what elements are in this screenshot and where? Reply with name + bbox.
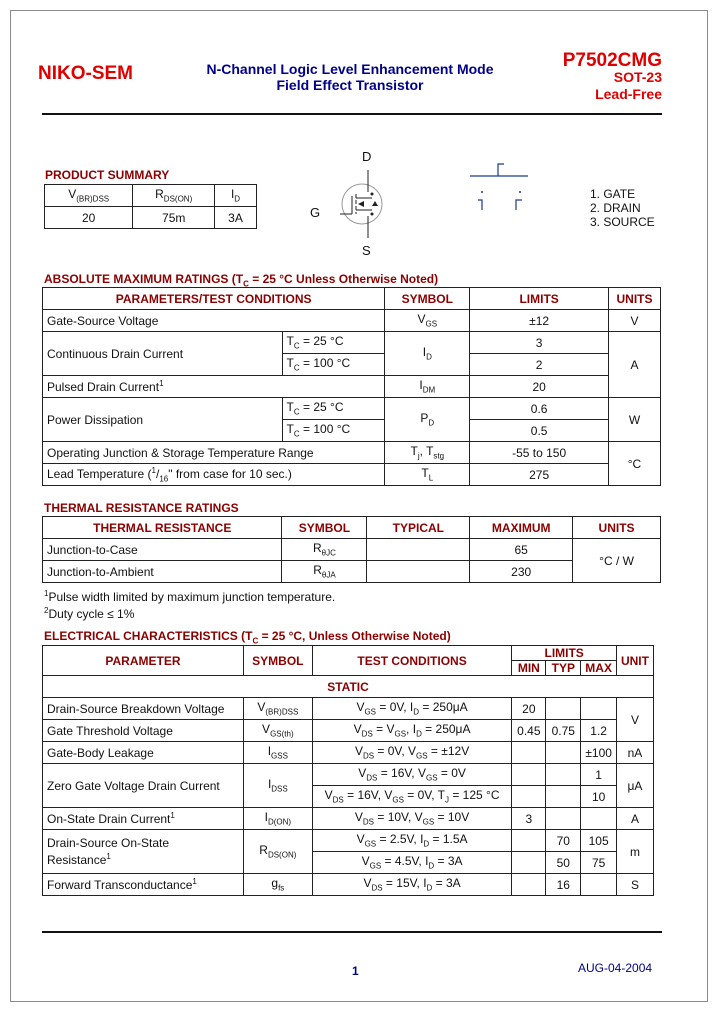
product-summary-title: PRODUCT SUMMARY <box>45 168 170 182</box>
footnote-ref: 1 <box>170 811 175 820</box>
elec-row-bvdss-min: 20 <box>512 698 546 720</box>
symbol-sub: GSS <box>271 751 288 761</box>
elec-row-idss-max2: 10 <box>581 786 617 808</box>
elec-row-idss-symbol <box>243 764 312 808</box>
elec-row-rds-unit: m <box>616 830 653 874</box>
mosfet-schematic-icon <box>332 168 392 240</box>
elec-row-igss-min <box>512 742 546 764</box>
cond-main: T <box>286 422 294 437</box>
title-line-2: Field Effect Transistor <box>276 77 424 93</box>
tr: = 4.5V, I <box>381 854 429 869</box>
elec-title-text: ELECTRICAL CHARACTERISTICS (T <box>44 629 253 643</box>
document-title <box>170 61 530 93</box>
cond-sub: C <box>293 407 300 417</box>
fraction-den: 16 <box>159 474 169 484</box>
t: V <box>356 700 365 715</box>
ts2: D <box>426 883 433 893</box>
elec-row-vth-param: Gate Threshold Voltage <box>43 720 244 742</box>
symbol-sub: DSS <box>271 784 288 794</box>
amr-row-tj-limit: -55 to 150 <box>470 442 609 464</box>
thermal-table <box>42 516 661 583</box>
ts: DS <box>362 751 375 761</box>
param-text: Pulsed Drain Current <box>47 380 160 394</box>
part-number: P7502CMG <box>562 50 662 71</box>
footnote-ref: 1 <box>159 379 164 388</box>
elec-row-bvdss-symbol <box>243 698 312 720</box>
elec-row-vth-max: 1.2 <box>581 720 617 742</box>
elec-section-static: STATIC <box>43 676 654 698</box>
title-line-1: N-Channel Logic Level Enhancement Mode <box>206 61 494 77</box>
summary-header-vbr <box>45 185 133 207</box>
param-text: Lead Temperature ( <box>47 466 152 481</box>
amr-row-tl-limit: 275 <box>470 464 609 486</box>
t: V <box>363 876 372 891</box>
t: V <box>358 766 367 781</box>
amr-row-pd-cond2 <box>282 420 385 442</box>
symbol-main: T <box>410 444 418 459</box>
cond-rest: = 25 °C <box>299 400 344 415</box>
amr-row-pd-limit2: 0.5 <box>470 420 609 442</box>
t: V <box>361 854 370 869</box>
cond-main: T <box>286 356 294 371</box>
ts3: J <box>445 795 449 805</box>
elec-header-symbol: SYMBOL <box>243 646 312 676</box>
drain-label: D <box>362 149 372 164</box>
tr: = 0V, V <box>374 744 417 759</box>
ts2: GS <box>394 729 407 739</box>
symbol-main: R <box>313 563 322 578</box>
elec-row-vth-symbol <box>243 720 312 742</box>
elec-row-gfs-param <box>43 874 244 896</box>
elec-header-param: PARAMETER <box>43 646 244 676</box>
ts: GS <box>364 707 377 717</box>
summary-header-rds <box>133 185 215 207</box>
t: V <box>354 810 363 825</box>
elec-header-min: MIN <box>512 661 546 676</box>
pin-2-label: 2. DRAIN <box>590 201 641 215</box>
symbol-main: I <box>419 378 423 393</box>
tr2: , I <box>406 722 417 737</box>
amr-row-pd-cond1 <box>282 398 385 420</box>
elec-row-rds-param <box>43 830 244 874</box>
elec-row-idss-min1 <box>512 764 546 786</box>
elec-header-max: MAX <box>581 661 617 676</box>
elec-row-gfs-min <box>512 874 546 896</box>
sot23-package-icon <box>468 160 534 214</box>
symbol-sub: DM <box>422 385 436 395</box>
symbol-sub: D <box>426 352 432 362</box>
elec-header-limits: LIMITS <box>512 646 617 661</box>
elec-row-idon-test <box>312 808 512 830</box>
amr-row-idm-param <box>43 376 385 398</box>
tr: = 15V, I <box>382 876 427 891</box>
amr-title <box>44 272 438 288</box>
rds-symbol: R <box>155 187 164 202</box>
tr2: = 250μA <box>419 700 468 715</box>
thermal-header-resistance: THERMAL RESISTANCE <box>43 517 282 539</box>
tr2: = 3A <box>434 854 463 869</box>
amr-row-pd-symbol <box>385 398 470 442</box>
header-divider <box>42 113 662 115</box>
package-type: SOT-23 <box>613 69 662 85</box>
symbol-main: R <box>312 541 322 556</box>
amr-row-id-cond2 <box>282 354 385 376</box>
tr: = 16V, V <box>343 788 393 803</box>
ts: GS <box>364 839 377 849</box>
tr3: = 125 °C <box>449 788 500 803</box>
t: V <box>353 722 362 737</box>
param-line-2: Resistance <box>47 853 107 867</box>
elec-row-idon-min: 3 <box>512 808 546 830</box>
thermal-row-ja-typical <box>367 561 470 583</box>
elec-row-idss-param: Zero Gate Voltage Drain Current <box>43 764 244 808</box>
amr-row-vgs-unit: V <box>608 310 660 332</box>
t: V <box>324 788 333 803</box>
brand-logo: NIKO-SEM <box>38 63 133 84</box>
amr-row-pd-limit1: 0.6 <box>470 398 609 420</box>
amr-unit-c: °C <box>608 442 660 486</box>
symbol-sub: L <box>428 473 434 483</box>
tr2: = 10V <box>434 810 470 825</box>
tr: = 10V, V <box>374 810 423 825</box>
elec-row-rds-max1: 105 <box>581 830 617 852</box>
symbol-main: g <box>271 876 279 891</box>
amr-row-tl-symbol <box>385 464 470 486</box>
symbol-sub: GS <box>425 319 438 329</box>
footnote-ref: 1 <box>192 877 197 886</box>
ts: DS <box>361 729 373 739</box>
tr2: = 1.5A <box>429 832 468 847</box>
elec-row-idss-min2 <box>512 786 546 808</box>
product-summary-table <box>44 184 257 229</box>
elec-row-idon-param <box>43 808 244 830</box>
symbol-sub: θJC <box>321 548 336 558</box>
cond-sub: C <box>293 341 300 351</box>
amr-row-tl-param: Lead Temperature ($^1/_{16}$" from case for 10 sec.) <box>43 464 385 486</box>
pin-3-label: 3. SOURCE <box>590 215 655 229</box>
pin-1-label: 1. GATE <box>590 187 636 201</box>
elec-row-idss-typ1 <box>546 764 581 786</box>
elec-row-gfs-test <box>312 874 512 896</box>
elec-row-idss-typ2 <box>546 786 581 808</box>
gate-label: G <box>310 205 321 220</box>
amr-row-vgs-param: Gate-Source Voltage <box>43 310 385 332</box>
elec-row-idss-unit: μA <box>616 764 653 808</box>
symbol-main: P <box>420 411 429 426</box>
footnotes <box>44 587 335 621</box>
elec-row-rds-symbol <box>243 830 312 874</box>
thermal-header-symbol: SYMBOL <box>282 517 367 539</box>
thermal-header-maximum: MAXIMUM <box>470 517 573 539</box>
amr-row-idm-symbol <box>385 376 470 398</box>
elec-row-rds-min2 <box>512 852 546 874</box>
elec-row-igss-typ <box>546 742 581 764</box>
elec-row-rds-test2 <box>312 852 512 874</box>
ts: DS <box>371 883 383 893</box>
tr2: = 0V, T <box>403 788 445 803</box>
param-text: On-State Drain Current <box>47 812 171 826</box>
summary-vbr-value: 20 <box>45 207 133 229</box>
amr-header-symbol: SYMBOL <box>385 288 470 310</box>
elec-header-test: TEST CONDITIONS <box>312 646 512 676</box>
ts: DS <box>362 817 375 827</box>
ts2: GS <box>392 795 404 805</box>
tr: = 16V, V <box>377 766 426 781</box>
thermal-row-jc-typical <box>367 539 470 561</box>
param-line-1: Drain-Source On-State <box>47 836 170 850</box>
amr-row-id-param: Continuous Drain Current <box>43 332 283 376</box>
elec-title <box>44 629 451 645</box>
amr-row-id-limit1: 3 <box>470 332 609 354</box>
tr3: = 250μA <box>421 722 471 737</box>
pin-list <box>590 187 655 229</box>
footnote-2-mark: 2 <box>44 606 49 615</box>
elec-row-gfs-typ: 16 <box>546 874 581 896</box>
elec-row-idon-symbol <box>243 808 312 830</box>
footnote-2 <box>44 604 335 621</box>
thermal-row-jc-max: 65 <box>470 539 573 561</box>
ts2: GS <box>416 751 428 761</box>
tr2: = 3A <box>432 876 461 891</box>
param-text: Forward Transconductance <box>47 878 193 892</box>
elec-row-idss-test2 <box>312 786 512 808</box>
elec-title-rest: = 25 °C, Unless Otherwise Noted) <box>258 629 451 643</box>
elec-row-rds-max2: 75 <box>581 852 617 874</box>
ts: DS <box>366 773 378 783</box>
lead-free-label: Lead-Free <box>595 86 662 102</box>
thermal-header-units: UNITS <box>573 517 661 539</box>
elec-row-idon-max <box>581 808 617 830</box>
ts2: GS <box>425 773 438 783</box>
elec-row-vth-typ: 0.75 <box>546 720 581 742</box>
amr-unit-a: A <box>608 332 660 398</box>
elec-header-unit: UNIT <box>616 646 653 676</box>
thermal-row-ja-max: 230 <box>470 561 573 583</box>
elec-row-idss-test1 <box>312 764 512 786</box>
amr-row-vgs-limit: ±12 <box>470 310 609 332</box>
elec-row-gfs-symbol <box>243 874 312 896</box>
tr2: = 0V <box>437 766 466 781</box>
elec-row-bvdss-test <box>312 698 512 720</box>
fraction-num: 1 <box>151 465 156 475</box>
elec-row-igss-unit: nA <box>616 742 653 764</box>
amr-title-text: ABSOLUTE MAXIMUM RATINGS (T <box>44 272 244 286</box>
part-info <box>563 52 662 103</box>
amr-row-id-symbol <box>385 332 470 376</box>
page-number: 1 <box>352 964 359 978</box>
amr-row-vgs-symbol <box>385 310 470 332</box>
summary-id-value: 3A <box>215 207 257 229</box>
cond-sub: C <box>293 363 300 373</box>
revision-date: AUG-04-2004 <box>578 961 653 975</box>
symbol-main: V <box>257 700 266 715</box>
symbol-sub: fs <box>278 883 285 893</box>
thermal-row-ja-symbol <box>282 561 367 583</box>
thermal-row-jc-param: Junction-to-Case <box>43 539 282 561</box>
tr: = 2.5V, I <box>376 832 424 847</box>
symbol-main: V <box>417 312 426 327</box>
symbol-sub: DS(ON) <box>267 850 297 860</box>
id-symbol: I <box>230 187 235 202</box>
rds-subscript: DS(ON) <box>163 194 193 204</box>
elec-row-igss-test <box>312 742 512 764</box>
symbol-main: T <box>421 466 429 481</box>
elec-row-igss-symbol <box>243 742 312 764</box>
param-text-2: " from case for 10 sec.) <box>168 466 292 481</box>
footnote-ref: 1 <box>106 852 111 861</box>
amr-row-id-limit2: 2 <box>470 354 609 376</box>
cond-sub: C <box>293 429 300 439</box>
footnote-1-text: Pulse width limited by maximum junction temperature. <box>48 590 336 604</box>
symbol-sub-2: stg <box>433 451 445 461</box>
cond-rest: = 100 °C <box>299 356 351 371</box>
amr-header-param: PARAMETERS/TEST CONDITIONS <box>43 288 385 310</box>
amr-header-limits: LIMITS <box>470 288 609 310</box>
amr-row-tj-param: Operating Junction & Storage Temperature Range <box>43 442 385 464</box>
symbol-main: I <box>422 345 427 360</box>
elec-title-sub: C <box>252 636 259 646</box>
symbol-sub: D(ON) <box>267 817 292 827</box>
ts: DS <box>332 795 344 805</box>
thermal-title: THERMAL RESISTANCE RATINGS <box>44 501 239 515</box>
ts: GS <box>369 861 382 871</box>
cond-rest: = 25 °C <box>299 334 344 349</box>
symbol-sub: D <box>428 418 435 428</box>
elec-row-rds-min1 <box>512 830 546 852</box>
summary-rds-value: 75m <box>133 207 215 229</box>
elec-unit-v: V <box>616 698 653 742</box>
elec-row-igss-param: Gate-Body Leakage <box>43 742 244 764</box>
thermal-unit: °C / W <box>573 539 661 583</box>
tr: = 0V, I <box>376 700 414 715</box>
symbol-main: I <box>267 744 272 759</box>
t: V <box>356 832 365 847</box>
vbr-subscript: (BR)DSS <box>76 194 110 204</box>
amr-row-id-cond1 <box>282 332 385 354</box>
tr2: = ±12V <box>427 744 470 759</box>
elec-row-rds-typ1: 70 <box>546 830 581 852</box>
cond-main: T <box>286 400 294 415</box>
t: V <box>354 744 363 759</box>
symbol-main: R <box>259 843 268 858</box>
symbol-sub: j <box>417 451 420 461</box>
ts2: D <box>428 861 435 871</box>
symbol-sub: GS(th) <box>270 729 294 739</box>
vbr-symbol: V <box>68 187 77 202</box>
amr-title-sub: C <box>243 279 249 289</box>
symbol-main: I <box>264 810 268 825</box>
elec-row-vth-min: 0.45 <box>512 720 546 742</box>
thermal-row-jc-symbol <box>282 539 367 561</box>
elec-header-typ: TYP <box>546 661 581 676</box>
tr: = V <box>372 722 395 737</box>
symbol-sub: (BR)DSS <box>265 707 299 717</box>
elec-row-idon-unit: A <box>616 808 653 830</box>
symbol-main: I <box>267 777 272 792</box>
elec-row-bvdss-typ <box>546 698 581 720</box>
elec-row-bvdss-param: Drain-Source Breakdown Voltage <box>43 698 244 720</box>
ts3: D <box>416 729 422 739</box>
footnote-1 <box>44 587 335 604</box>
thermal-header-typical: TYPICAL <box>367 517 470 539</box>
elec-row-idon-typ <box>546 808 581 830</box>
symbol-sub: θJA <box>321 570 336 580</box>
amr-header-units: UNITS <box>608 288 660 310</box>
elec-row-gfs-unit: S <box>616 874 653 896</box>
amr-row-tj-symbol <box>385 442 470 464</box>
amr-row-idm-limit: 20 <box>470 376 609 398</box>
amr-row-pd-param: Power Dissipation <box>43 398 283 442</box>
elec-table <box>42 645 654 896</box>
symbol-main: V <box>262 722 271 737</box>
source-label: S <box>362 243 371 258</box>
cond-main: T <box>286 334 294 349</box>
ts2: D <box>423 839 430 849</box>
elec-row-gfs-max <box>581 874 617 896</box>
ts2: GS <box>422 817 435 827</box>
ts2: D <box>413 707 420 717</box>
elec-row-rds-test1 <box>312 830 512 852</box>
amr-row-pd-unit: W <box>608 398 660 442</box>
footer-divider <box>42 931 662 933</box>
elec-row-vth-test <box>312 720 512 742</box>
elec-row-igss-max: ±100 <box>581 742 617 764</box>
symbol-main-2: , T <box>419 444 434 459</box>
amr-title-rest: = 25 °C Unless Otherwise Noted) <box>248 272 439 286</box>
footnote-1-mark: 1 <box>44 589 49 598</box>
id-subscript: D <box>234 194 241 204</box>
amr-table <box>42 287 661 486</box>
footnote-2-text: Duty cycle ≤ 1% <box>48 607 135 621</box>
summary-header-id <box>215 185 257 207</box>
elec-row-idss-max1: 1 <box>581 764 617 786</box>
thermal-row-ja-param: Junction-to-Ambient <box>43 561 282 583</box>
cond-rest: = 100 °C <box>299 422 351 437</box>
elec-row-bvdss-max <box>581 698 617 720</box>
elec-row-rds-typ2: 50 <box>546 852 581 874</box>
